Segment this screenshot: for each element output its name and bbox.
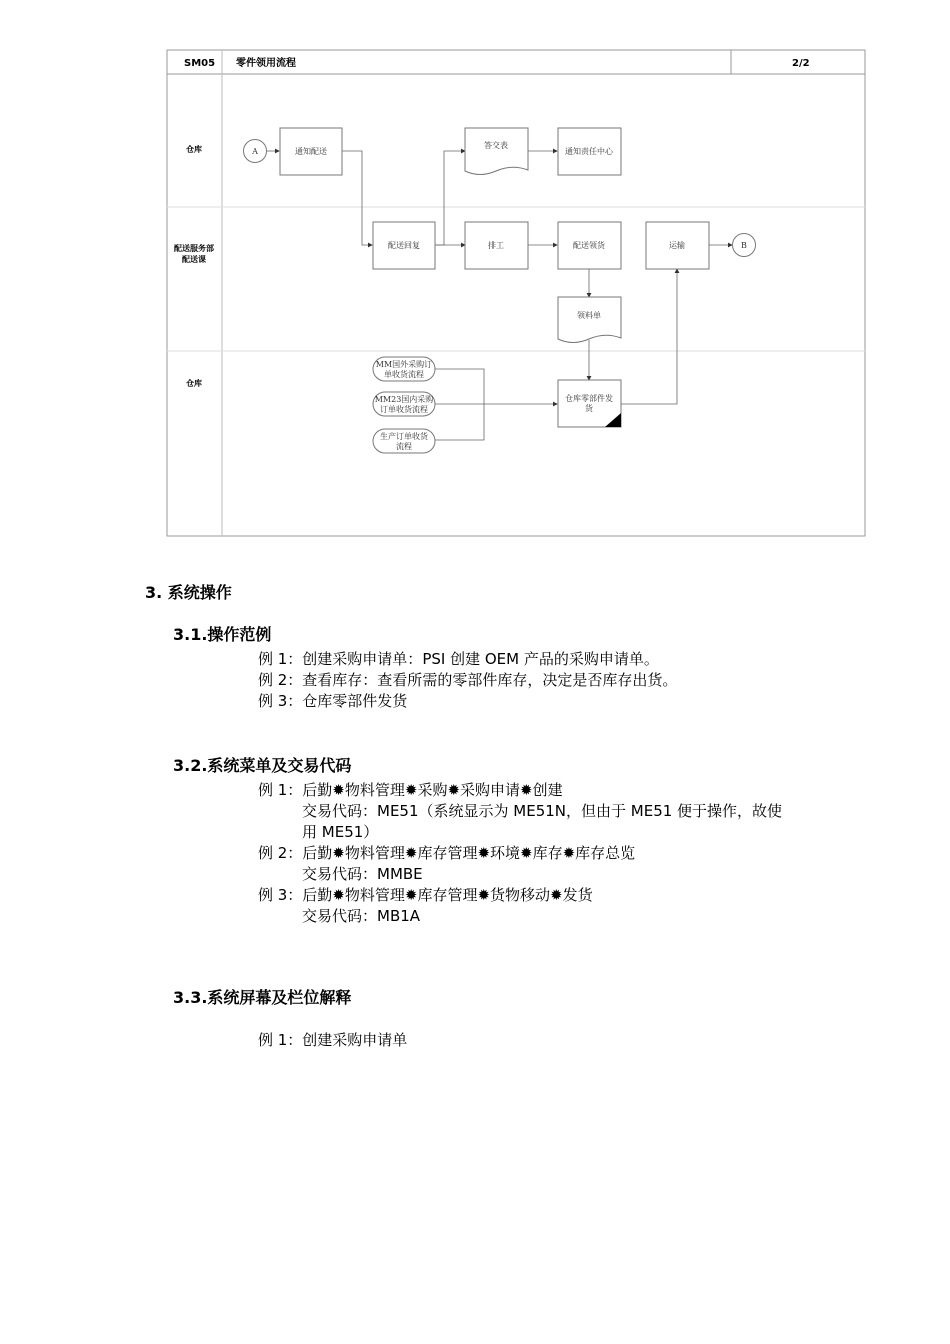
node-mm-domestic-label-2: 订单收货流程: [380, 405, 428, 414]
section-3-2-title: 3.2.系统菜单及交易代码: [173, 756, 352, 775]
node-mm-foreign-label-2: 单收货流程: [384, 370, 424, 379]
node-warehouse-issue-label-1: 仓库零部件发: [565, 394, 613, 403]
node-notify-center-label: 通知责任中心: [565, 147, 613, 156]
s32-example-2: 例 2：后勤✹物料管理✹库存管理✹环境✹库存✹库存总览: [258, 844, 636, 862]
lane-label-delivery-dept: 配送服务部: [174, 244, 214, 253]
flowchart-frame: [167, 50, 865, 536]
s33-line-1: 例 1：创建采购申请单: [258, 1031, 408, 1049]
lane-label-warehouse-bottom: 仓库: [186, 379, 202, 388]
node-production-order-label-1: 生产订单收货: [380, 432, 428, 441]
s31-line-2: 例 2：查看库存：查看所需的零部件库存，决定是否库存出货。: [258, 671, 678, 689]
node-pick-list-label: 领料单: [577, 311, 601, 320]
s32-example-1-code-cont: 用 ME51）: [302, 823, 379, 841]
node-production-order-label-2: 流程: [396, 442, 412, 451]
connector-a-label: A: [252, 147, 258, 156]
node-delivery-pick-label: 配送领货: [573, 241, 605, 250]
s32-example-3: 例 3：后勤✹物料管理✹库存管理✹货物移动✹发货: [258, 886, 593, 904]
process-flowchart: [0, 0, 950, 545]
node-mm-foreign-label-1: MM国外采购订: [375, 360, 433, 369]
s31-line-1: 例 1：创建采购申请单：PSI 创建 OEM 产品的采购申请单。: [258, 650, 659, 668]
s32-example-1-code: 交易代码：ME51（系统显示为 ME51N，但由于 ME51 便于操作，故使: [302, 802, 783, 820]
node-sign-doc: [465, 128, 528, 175]
lane-label-warehouse-top: 仓库: [186, 145, 202, 154]
node-transport-label: 运输: [669, 241, 685, 250]
section-3-3-title: 3.3.系统屏幕及栏位解释: [173, 988, 352, 1007]
s32-example-3-code: 交易代码：MB1A: [302, 907, 421, 925]
connector-b-label: B: [741, 241, 747, 250]
node-notify-delivery-label: 通知配送: [295, 147, 327, 156]
node-sign-doc-label: 答交表: [484, 141, 508, 150]
node-mm-domestic-label-1: MM23国内采购: [374, 395, 434, 404]
header-code: SM05: [184, 58, 216, 69]
section-3-title: 3. 系统操作: [145, 583, 232, 602]
header-title: 零件领用流程: [236, 58, 296, 69]
lane-label-delivery-section: 配送课: [182, 255, 206, 264]
node-delivery-reply-label: 配送回复: [388, 241, 420, 250]
s32-example-1: 例 1：后勤✹物料管理✹采购✹采购申请✹创建: [258, 781, 563, 799]
node-schedule-label: 排工: [488, 241, 504, 250]
s31-line-3: 例 3：仓库零部件发货: [258, 692, 408, 710]
header-page: 2/2: [792, 58, 810, 69]
section-3-1-title: 3.1.操作范例: [173, 625, 272, 644]
s32-example-2-code: 交易代码：MMBE: [302, 865, 423, 883]
node-warehouse-issue-label-2: 货: [585, 404, 593, 413]
